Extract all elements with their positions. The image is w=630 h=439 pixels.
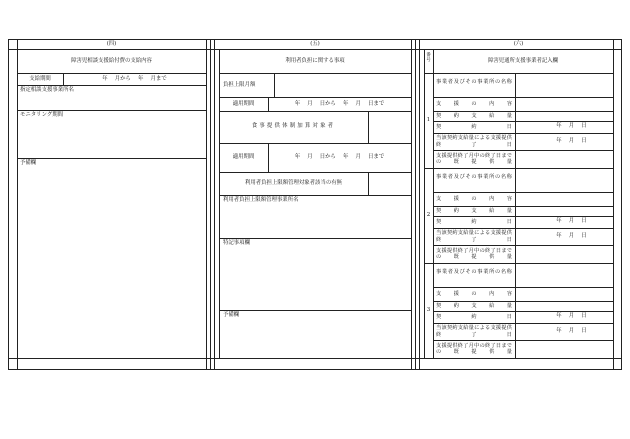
four-monitoring-divider <box>17 158 206 159</box>
title-row-divider <box>8 49 622 50</box>
five-office-divider <box>219 238 411 239</box>
six-entry-number: 1 <box>426 116 431 123</box>
six-row-divider <box>433 340 613 341</box>
four-monitoring-label: モニタリング期間 <box>20 112 64 118</box>
six-row-divider <box>433 111 613 112</box>
six-contract-date-value: 年 月 日 <box>556 313 587 320</box>
six-row-divider <box>433 150 613 151</box>
six-row-divider <box>433 245 613 246</box>
five-header: 利用者負担に関する事項 <box>285 58 345 64</box>
four-provider-label: 指定相談支援事業所名 <box>20 87 74 93</box>
five-special-notes-label: 特記事項欄 <box>223 240 250 246</box>
six-row-label: 支援の内容 <box>436 195 512 202</box>
five-period-label: 適用期間 <box>232 100 255 107</box>
gutter-a-line3 <box>214 39 215 370</box>
six-row-label: 契約日 <box>436 123 512 130</box>
six-order-label: 番号 <box>426 53 431 64</box>
six-row-label: 支援提供終了月中の終了日までの既提供量 <box>436 152 512 165</box>
six-row-label: 契約日 <box>436 218 512 225</box>
six-row-label: 支援提供終了月中の終了日までの既提供量 <box>436 342 512 355</box>
six-row-label: 支援の内容 <box>436 290 512 297</box>
six-end-date-value: 年 月 日 <box>556 137 587 144</box>
six-row-divider <box>433 97 613 98</box>
six-row-label: 契約日 <box>436 313 512 320</box>
gutter-b-line2 <box>415 39 416 370</box>
section-six-title: (六) <box>513 40 524 47</box>
five-header-divider <box>219 73 411 74</box>
six-row-divider <box>433 206 613 207</box>
five-management-vline <box>368 172 369 195</box>
six-row-label: 事業者及びその事業所の名称 <box>436 78 512 85</box>
five-special-divider <box>219 310 411 311</box>
gutter-b-line1 <box>411 39 412 370</box>
six-end-date-value: 年 月 日 <box>556 327 587 334</box>
four-period-value: 年 月から 年 月まで <box>102 76 167 82</box>
six-row-label: 契約支給量 <box>436 112 512 119</box>
six-row-divider <box>433 311 613 312</box>
five-period-value: 年 月 日から 年 月 日まで <box>294 100 385 107</box>
six-row-divider <box>433 323 613 324</box>
six-row-divider <box>433 216 613 217</box>
six-row-divider <box>433 192 613 193</box>
six-row-divider <box>424 358 613 359</box>
six-row-divider <box>424 263 613 264</box>
five-limit-label: 負担上限月額 <box>223 82 256 88</box>
six-header: 障害児通所支援事業者記入欄 <box>487 58 559 64</box>
five-management-divider <box>219 195 411 196</box>
six-contract-date-value: 年 月 日 <box>556 123 587 130</box>
four-period-divider <box>17 85 206 86</box>
six-header-divider <box>424 73 613 74</box>
five-meal-vline <box>368 111 369 143</box>
five-meal-divider <box>219 143 411 144</box>
four-period-label: 支給期間 <box>29 76 51 82</box>
six-row-label: 支援提供終了月中の終了日までの既提供量 <box>436 247 512 260</box>
six-row-divider <box>433 287 613 288</box>
six-contract-date-value: 年 月 日 <box>556 218 587 225</box>
six-row-label: 契約支給量 <box>436 207 512 214</box>
four-header: 障害児相談支援給付費の支給内容 <box>71 58 152 64</box>
six-entry-number: 2 <box>426 211 431 218</box>
six-row-divider <box>433 301 613 302</box>
six-row-label: 支援の内容 <box>436 100 512 107</box>
four-header-divider <box>17 73 206 74</box>
six-row-label: 当該契約支給量による支援提供終了日 <box>436 135 512 148</box>
five-management-label: 利用者負担上限額管理対象者該当の有無 <box>244 180 343 186</box>
five-limit-vline <box>274 73 275 97</box>
five-period-divider <box>219 111 411 112</box>
gutter-b-line3 <box>419 39 420 370</box>
gutter-right-line <box>613 39 614 370</box>
six-row-label: 事業者及びその事業所の名称 <box>436 173 512 180</box>
five-period2-label: 適用期間 <box>232 154 255 160</box>
five-meal-label: 食事提供体制加算対象者 <box>251 123 336 129</box>
five-period2-divider <box>219 172 411 173</box>
four-notes-label: 予備欄 <box>20 160 37 166</box>
six-row-divider <box>424 168 613 169</box>
five-notes-label: 予備欄 <box>223 312 240 318</box>
gutter-a-line1 <box>206 39 207 370</box>
six-end-date-value: 年 月 日 <box>556 232 587 239</box>
four-provider-divider <box>17 110 206 111</box>
section-four-title: (四) <box>106 40 117 47</box>
gutter-left-line <box>17 39 18 370</box>
six-row-label: 当該契約支給量による支援提供終了日 <box>436 325 512 338</box>
six-row-divider <box>433 133 613 134</box>
five-period2-value: 年 月 日から 年 月 日まで <box>294 154 385 160</box>
six-row-label: 当該契約支給量による支援提供終了日 <box>436 230 512 243</box>
section-five-title: (五) <box>310 40 320 47</box>
five-management-office-label: 利用者負担上限額管理事業所名 <box>223 197 299 203</box>
form-frame <box>8 39 622 370</box>
six-row-label: 事業者及びその事業所の名称 <box>436 268 512 275</box>
six-row-divider <box>433 228 613 229</box>
six-row-label: 契約支給量 <box>436 302 512 309</box>
six-entry-number: 3 <box>426 306 431 313</box>
five-left-border <box>219 49 220 358</box>
five-limit-divider <box>219 97 411 98</box>
six-row-divider <box>433 121 613 122</box>
gutter-a-line2 <box>210 39 211 370</box>
